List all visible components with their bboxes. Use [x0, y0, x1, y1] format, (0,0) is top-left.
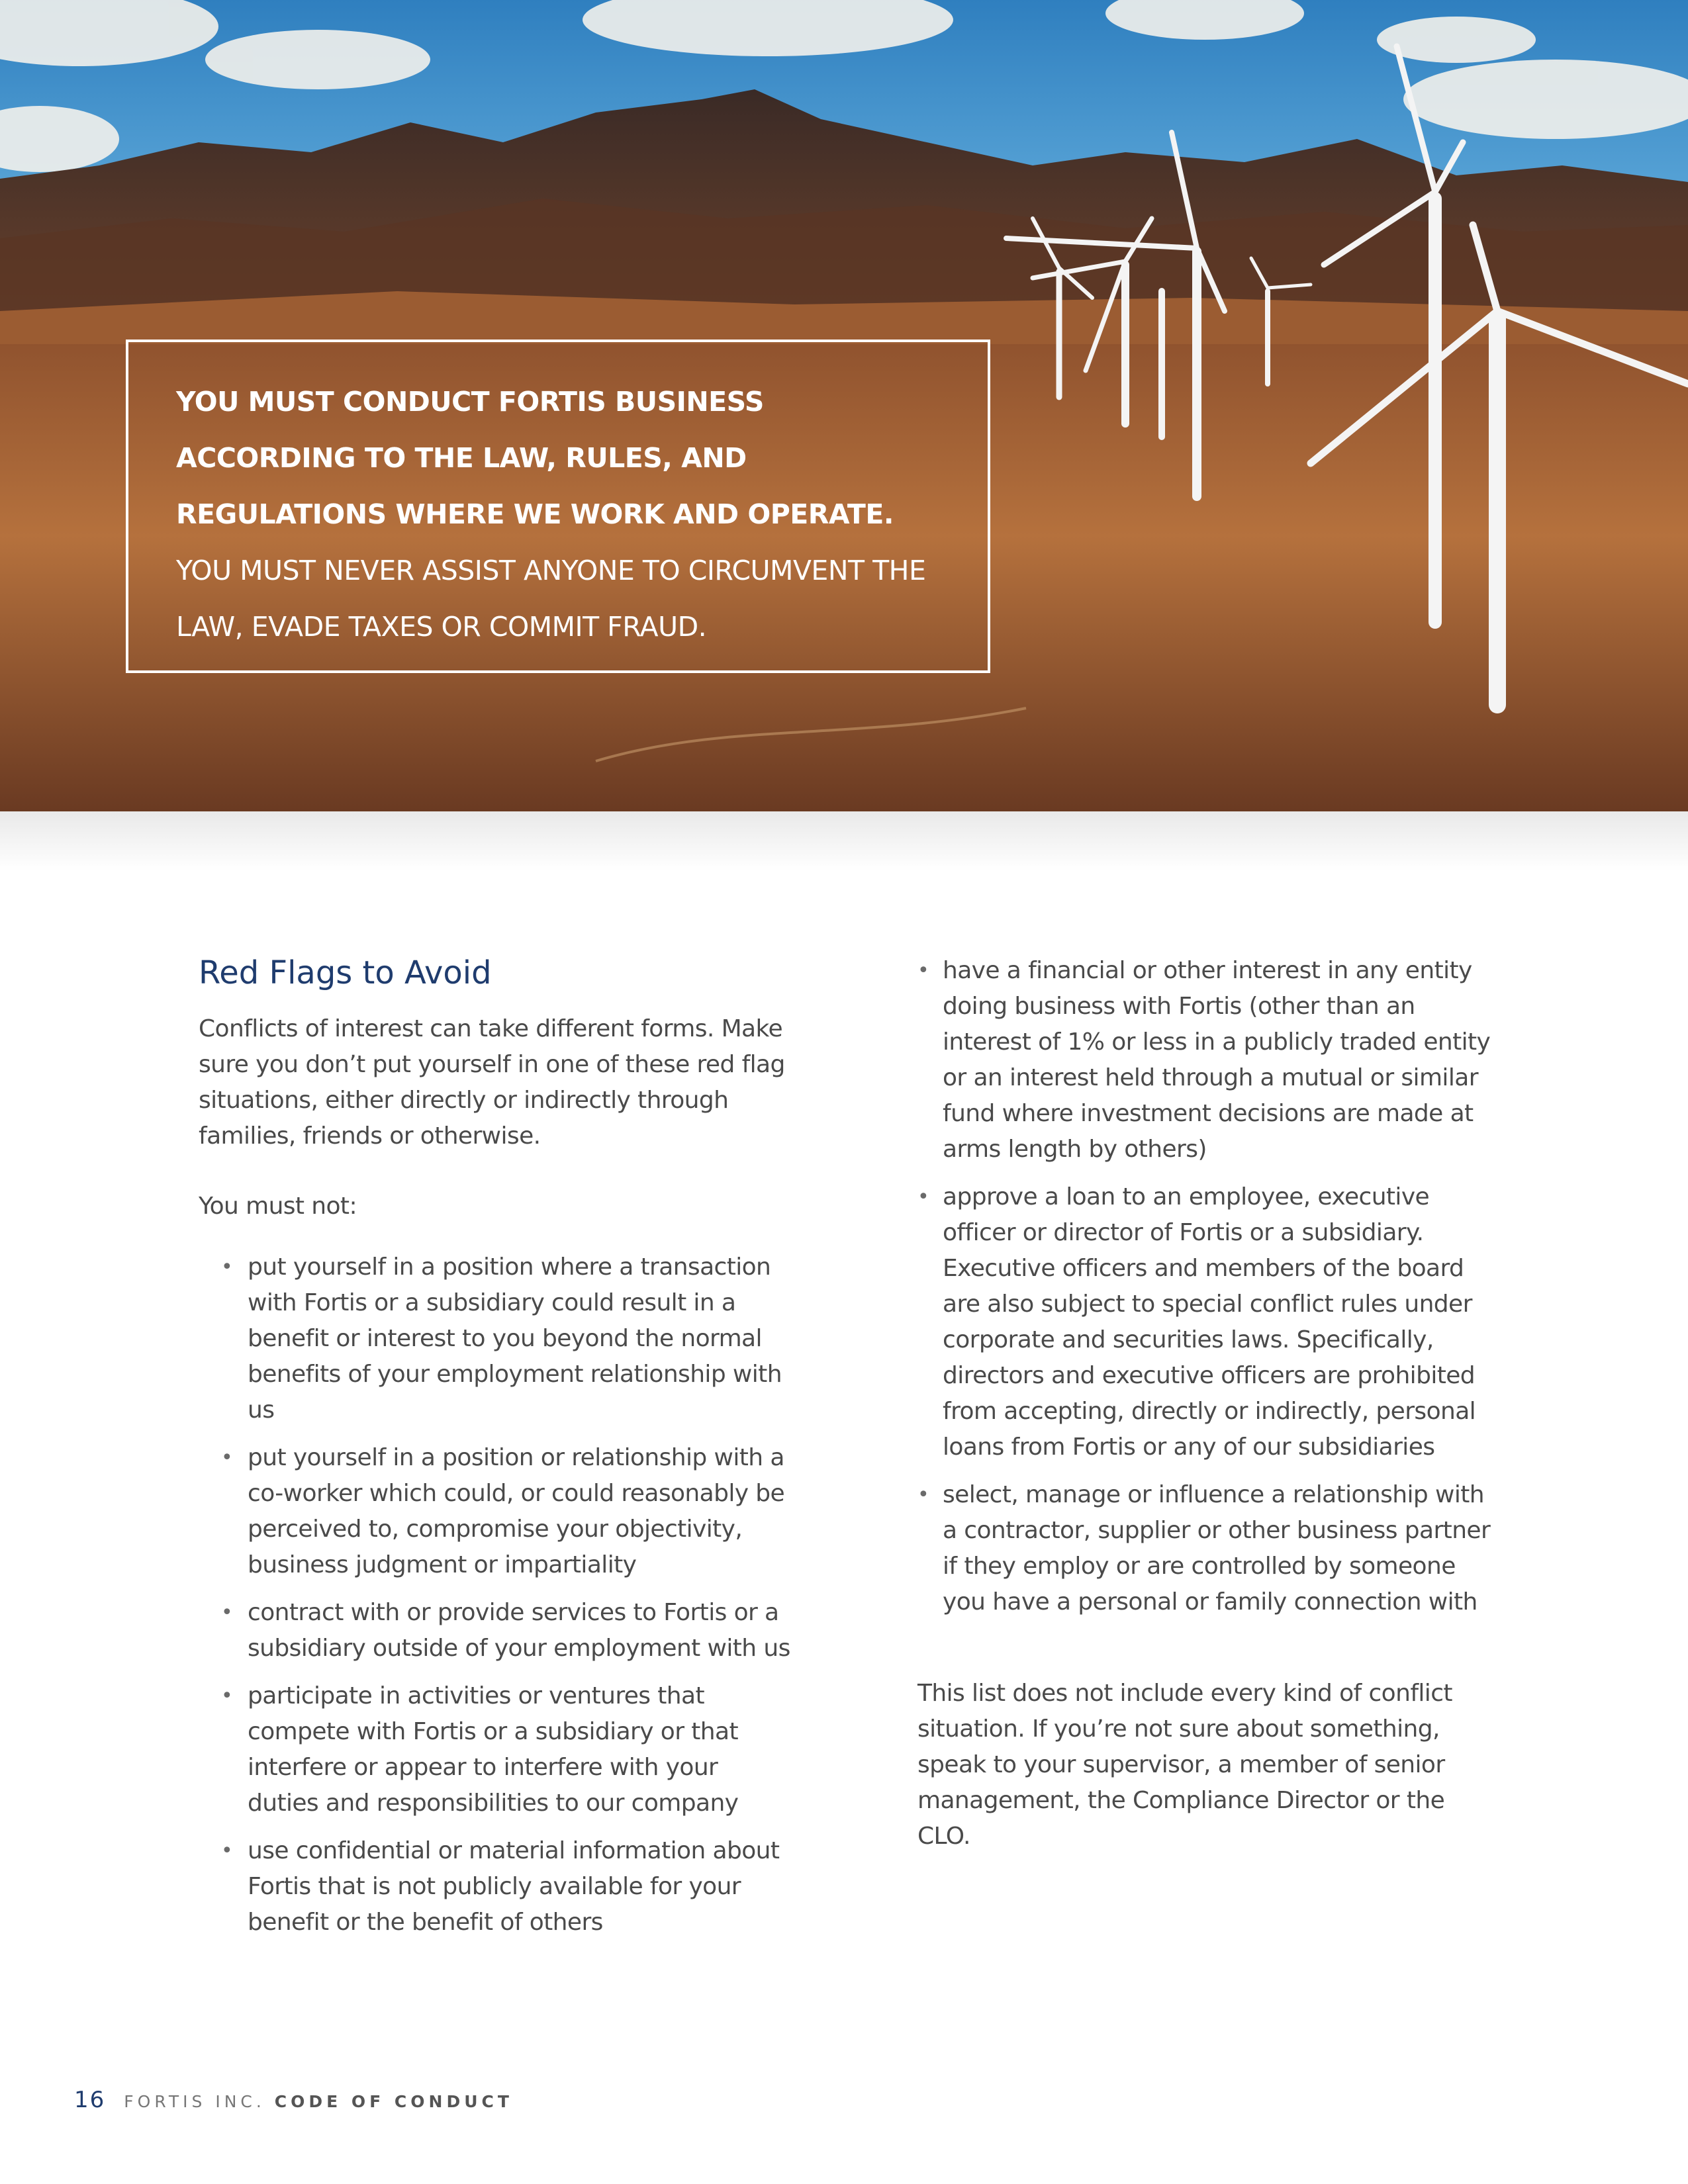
red-flag-list-right — [917, 953, 1493, 1620]
section-heading: Red Flags to Avoid — [199, 954, 492, 991]
bullet-icon: • — [917, 1185, 929, 1208]
list-item: • use confidential or material information about Fortis that is not publicly available for your benefit or the benefit of others — [199, 1833, 794, 1940]
bullet-icon: • — [917, 959, 929, 982]
hero-image — [0, 0, 1688, 811]
callout-box — [126, 340, 990, 673]
callout-regular-text: YOU MUST NEVER ASSIST ANYONE TO CIRCUMVENT THE LAW, EVADE TAXES OR COMMIT FRAUD. — [176, 555, 926, 643]
page-number: 16 — [74, 2087, 106, 2113]
page-footer — [74, 2087, 513, 2113]
bullet-icon: • — [221, 1446, 233, 1469]
list-item: • have a financial or other interest in any entity doing business with Fortis (other than an interest of 1% or less in a publicly traded entity or an interest held through a mutual or similar fund where investment decisions are made at arms length by others) — [917, 953, 1493, 1167]
intro-paragraph: Conflicts of interest can take different forms. Make sure you don’t put yourself in one of these red flag situations, either directly or indirectly through families, friends or otherwise. — [199, 1015, 785, 1150]
list-item: • contract with or provide services to Fortis or a subsidiary outside of your employment with us — [199, 1595, 794, 1666]
hero-shadow — [0, 811, 1688, 871]
red-flag-list-left — [199, 1250, 794, 1940]
bullet-icon: • — [221, 1601, 233, 1624]
list-item: • put yourself in a position where a transaction with Fortis or a subsidiary could result in a benefit or interest to you beyond the normal benefits of your employment relationship with us — [199, 1250, 794, 1428]
bullet-icon: • — [221, 1255, 233, 1279]
list-item: • select, manage or influence a relationship with a contractor, supplier or other business partner if they employ or are controlled by someone you have a personal or family connection with — [917, 1477, 1493, 1620]
must-not-label: You must not: — [199, 1193, 357, 1220]
list-item: • approve a loan to an employee, executive officer or director of Fortis or a subsidiary. Executive officers and members of the board are also subject to special conflict rules under corporate and securities laws. Specifically, directors and executive officers are prohibited from accepting, directly or indirectly, personal loans from Fortis or any of our subsidiaries — [917, 1179, 1493, 1465]
footer-doc-title: CODE OF CONDUCT — [274, 2092, 513, 2111]
bullet-icon: • — [221, 1839, 233, 1862]
list-item: • put yourself in a position or relationship with a co-worker which could, or could reasonably be perceived to, compromise your objectivity, business judgment or impartiality — [199, 1440, 794, 1583]
footer-company: FORTIS INC. — [124, 2092, 265, 2111]
list-item: • participate in activities or ventures that compete with Fortis or a subsidiary or that interfere or appear to interfere with your duties and responsibilities to our company — [199, 1678, 794, 1821]
closing-paragraph: This list does not include every kind of conflict situation. If you’re not sure about something, speak to your supervisor, a member of senior management, the Compliance Director or the CLO. — [917, 1680, 1452, 1850]
bullet-icon: • — [917, 1483, 929, 1506]
bullet-icon: • — [221, 1684, 233, 1707]
left-column — [199, 953, 794, 1952]
callout-bold-text: YOU MUST CONDUCT FORTIS BUSINESS ACCORDING TO THE LAW, RULES, AND REGULATIONS WHERE WE WORK AND OPERATE. — [176, 386, 894, 530]
right-column — [917, 953, 1493, 1854]
